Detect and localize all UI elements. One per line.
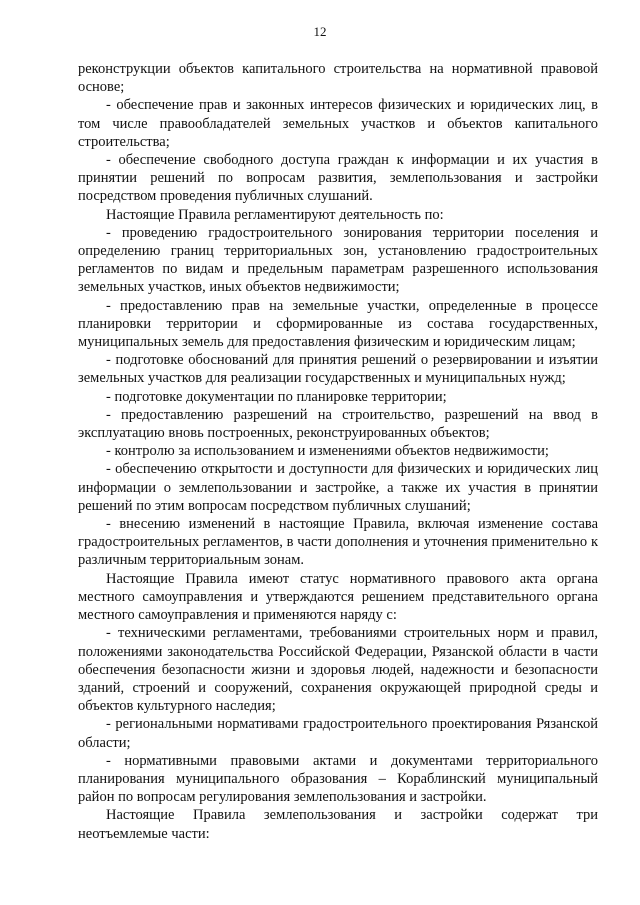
page-number: 12 [313, 24, 327, 39]
paragraph: Настоящие Правила имеют статус нормативного правового акта органа местного самоуправления и утверждаются решением представительного органа местного самоуправления и применяются наряду с: [78, 570, 598, 624]
paragraph: - региональными нормативами градостроительного проектирования Рязанской области; [78, 716, 598, 751]
paragraph: - подготовке обоснований для принятия решений о резервировании и изъятии земельных участков для реализации государственных и муниципальных нужд; [78, 352, 598, 387]
paragraph: - нормативными правовыми актами и документами территориального планирования муниципального образования – Кораблинский муниципальный район по вопросам регулирования землепользования и застройки. [78, 752, 598, 806]
paragraph: Настоящие Правила землепользования и застройки содержат три неотъемлемые части: [78, 807, 598, 842]
paragraph: - контролю за использованием и изменениями объектов недвижимости; [106, 443, 549, 460]
paragraph: Настоящие Правила регламентируют деятельность по: [106, 206, 444, 223]
paragraph: реконструкции объектов капитального строительства на нормативной правовой основе; [78, 61, 598, 96]
paragraph: - предоставлению разрешений на строительство, разрешений на ввод в эксплуатацию вновь построенных, реконструированных объектов; [78, 406, 598, 442]
paragraph: - предоставлению прав на земельные участки, определенные в процессе планировки территории и сформированные из состава государственных, муниципальных земель для предоставления физическим и юридическим лицам; [78, 297, 598, 351]
paragraph: - обеспечение прав и законных интересов физических и юридических лиц, в том числе правообладателей земельных участков и объектов капитального строительства; [78, 97, 598, 150]
paragraph: - внесению изменений в настоящие Правила, включая изменение состава градостроительных регламентов, в части дополнения и уточнения применительно к различным территориальным зонам. [78, 516, 598, 569]
paragraph: - подготовке документации по планировке территории; [106, 388, 447, 405]
paragraph: - обеспечение свободного доступа граждан к информации и их участия в принятии решений по вопросам развития, землепользования и застройки посредством проведения публичных слушаний. [78, 152, 598, 205]
paragraph: - техническими регламентами, требованиями строительных норм и правил, положениями законодательства Российской Федерации, Рязанской области в части обеспечения безопасности жизни и здоровья людей, надежности и безопасности зданий, строений и сооружений, сохранения окружающей природной среды и объектов культурного наследия; [78, 625, 598, 715]
paragraph: - проведению градостроительного зонирования территории поселения и определению границ территориальных зон, установлению градостроительных регламентов по видам и предельным параметрам разрешенного использования земельных участков, иных объектов недвижимости; [78, 224, 598, 296]
paragraph: - обеспечению открытости и доступности для физических и юридических лиц информации о землепользовании и застройке, а также их участия в принятии решений по этим вопросам посредством публичных слушаний; [78, 461, 598, 514]
document-text-body [78, 60, 598, 843]
